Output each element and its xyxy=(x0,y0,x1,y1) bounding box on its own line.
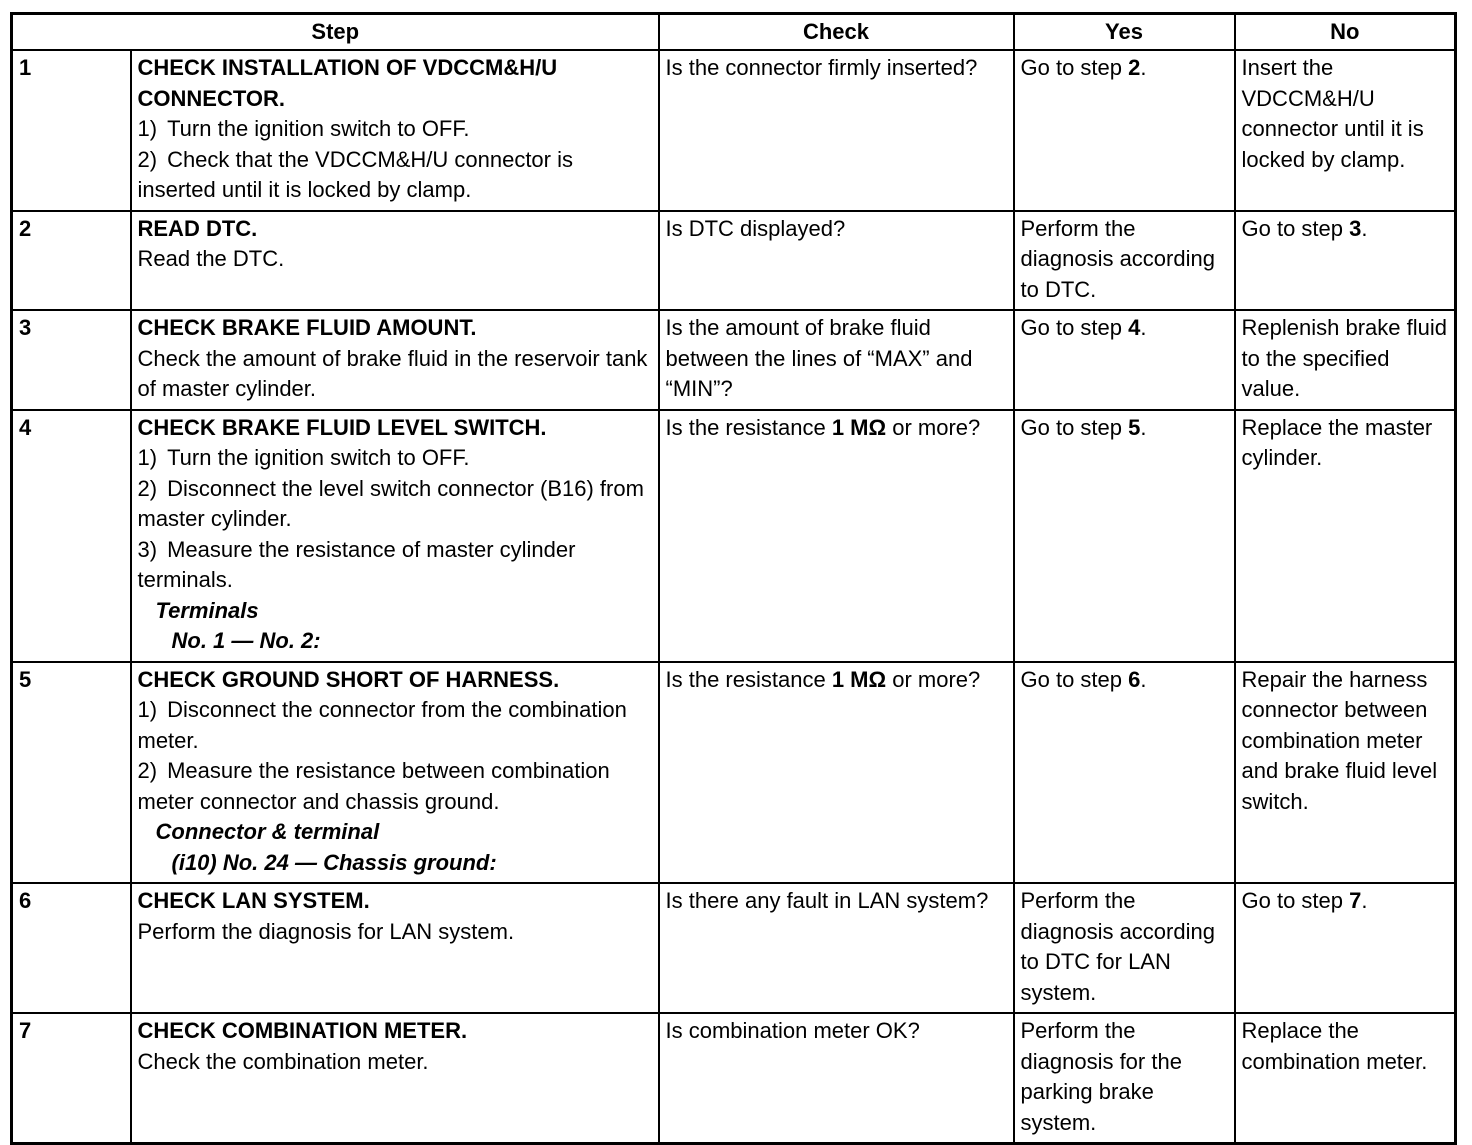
header-row xyxy=(12,14,1456,51)
header-step: Step xyxy=(12,14,659,51)
substep-number: 2) xyxy=(137,146,158,172)
step-text: Check the combination meter. xyxy=(137,1048,429,1074)
step-number: 5 xyxy=(12,662,131,884)
check-cell: Is there any fault in LAN system? xyxy=(659,883,1014,1013)
step-title: CHECK BRAKE FLUID AMOUNT. xyxy=(137,315,477,340)
substep-text: Disconnect the level switch connector (B16) from master cylinder. xyxy=(137,475,644,531)
substep-number: 1) xyxy=(137,697,158,722)
substep-number: 1) xyxy=(137,116,158,141)
step-cell xyxy=(131,211,659,311)
substep xyxy=(138,474,652,535)
substep xyxy=(138,695,652,756)
step-number: 7 xyxy=(12,1013,131,1144)
step-title: CHECK BRAKE FLUID LEVEL SWITCH. xyxy=(137,414,547,440)
substep-text: Turn the ignition switch to OFF. xyxy=(167,116,470,141)
yes-cell xyxy=(1014,50,1235,211)
check-text: Is the resistance xyxy=(665,414,832,440)
yes-step-ref: 5 xyxy=(1128,414,1141,440)
yes-text-end: . xyxy=(1140,55,1147,80)
substep xyxy=(138,535,652,596)
substep xyxy=(138,114,652,145)
no-text: Go to step xyxy=(1241,888,1350,913)
substep-text: Turn the ignition switch to OFF. xyxy=(167,445,470,470)
step-cell xyxy=(131,50,659,211)
step-text: Check the amount of brake fluid in the reservoir tank of master cylinder. xyxy=(137,345,648,401)
step-cell xyxy=(131,410,659,662)
substep xyxy=(138,145,652,206)
header-check: Check xyxy=(659,14,1014,51)
yes-cell xyxy=(1014,662,1235,884)
check-text: Is the resistance xyxy=(665,666,832,692)
step-number: 4 xyxy=(12,410,131,662)
no-cell: Replace the combination meter. xyxy=(1235,1013,1456,1144)
substep-text: Disconnect the connector from the combination meter. xyxy=(137,697,627,753)
step-cell xyxy=(131,883,659,1013)
yes-text-end: . xyxy=(1140,315,1147,340)
table-row xyxy=(12,211,1456,311)
yes-text: Go to step xyxy=(1020,315,1129,340)
check-cell xyxy=(659,410,1014,662)
yes-text: Go to step xyxy=(1020,414,1129,440)
substep-number: 3) xyxy=(137,536,158,562)
yes-text-end: . xyxy=(1140,414,1147,440)
step-number: 6 xyxy=(12,883,131,1013)
table-row xyxy=(12,662,1456,884)
check-cell: Is the connector firmly inserted? xyxy=(659,50,1014,211)
yes-text-end: . xyxy=(1140,666,1147,692)
table-row xyxy=(12,310,1456,410)
table-row xyxy=(12,50,1456,211)
check-cell: Is DTC displayed? xyxy=(659,211,1014,311)
substep-number: 1) xyxy=(137,445,158,470)
step-title: CHECK GROUND SHORT OF HARNESS. xyxy=(137,666,560,692)
yes-cell xyxy=(1014,410,1235,662)
substep-number: 2) xyxy=(137,475,158,501)
yes-text: Go to step xyxy=(1020,666,1129,692)
step-number: 2 xyxy=(12,211,131,311)
spec-label: Connector & terminal xyxy=(155,819,380,844)
no-text-end: . xyxy=(1361,888,1368,913)
no-cell xyxy=(1235,211,1456,311)
no-cell: Replenish brake fluid to the specified value. xyxy=(1235,310,1456,410)
no-cell xyxy=(1235,883,1456,1013)
step-text: Read the DTC. xyxy=(137,246,285,271)
check-value: 1 MΩ xyxy=(831,666,887,692)
substep-text: Measure the resistance between combination meter connector and chassis ground. xyxy=(137,758,610,814)
no-step-ref: 3 xyxy=(1349,215,1362,241)
substep-text: Measure the resistance of master cylinder terminals. xyxy=(137,536,576,592)
step-title: CHECK COMBINATION METER. xyxy=(137,1018,468,1043)
step-cell xyxy=(131,310,659,410)
table-row xyxy=(12,410,1456,662)
no-cell: Replace the master cylinder. xyxy=(1235,410,1456,662)
step-number: 3 xyxy=(12,310,131,410)
check-text-end: or more? xyxy=(886,414,981,440)
table-row xyxy=(12,883,1456,1013)
check-cell: Is the amount of brake fluid between the lines of “MAX” and “MIN”? xyxy=(659,310,1014,410)
yes-step-ref: 2 xyxy=(1128,55,1141,80)
step-cell xyxy=(131,662,659,884)
spec-value: (i10) No. 24 — Chassis ground: xyxy=(171,849,497,875)
no-text: Go to step xyxy=(1241,215,1350,241)
step-number: 1 xyxy=(12,50,131,211)
header-no: No xyxy=(1235,14,1456,51)
substep-text: Check that the VDCCM&H/U connector is inserted until it is locked by clamp. xyxy=(137,146,573,202)
yes-cell: Perform the diagnosis according to DTC for LAN system. xyxy=(1014,883,1235,1013)
step-title: CHECK INSTALLATION OF VDCCM&H/U CONNECTOR. xyxy=(137,55,558,111)
diagnostic-table xyxy=(10,12,1457,1145)
yes-text: Go to step xyxy=(1020,55,1129,80)
yes-step-ref: 6 xyxy=(1128,666,1141,692)
substep-number: 2) xyxy=(137,758,158,783)
spec-value: No. 1 — No. 2: xyxy=(171,628,321,653)
check-cell: Is combination meter OK? xyxy=(659,1013,1014,1144)
check-text-end: or more? xyxy=(886,666,981,692)
check-value: 1 MΩ xyxy=(831,414,887,440)
no-text-end: . xyxy=(1361,215,1368,241)
step-title: CHECK LAN SYSTEM. xyxy=(137,888,370,913)
no-cell: Repair the harness connector between combination meter and brake fluid level switch. xyxy=(1235,662,1456,884)
step-title: READ DTC. xyxy=(137,215,258,241)
spec-label: Terminals xyxy=(155,597,259,623)
header-yes: Yes xyxy=(1014,14,1235,51)
yes-cell: Perform the diagnosis for the parking brake system. xyxy=(1014,1013,1235,1144)
table-row xyxy=(12,1013,1456,1144)
step-text: Perform the diagnosis for LAN system. xyxy=(137,918,515,944)
check-cell xyxy=(659,662,1014,884)
substep xyxy=(138,756,652,817)
substep xyxy=(138,443,652,474)
yes-step-ref: 4 xyxy=(1128,315,1141,340)
no-step-ref: 7 xyxy=(1349,888,1362,913)
yes-cell: Perform the diagnosis according to DTC. xyxy=(1014,211,1235,311)
no-cell: Insert the VDCCM&H/U connector until it is locked by clamp. xyxy=(1235,50,1456,211)
yes-cell xyxy=(1014,310,1235,410)
step-cell xyxy=(131,1013,659,1144)
